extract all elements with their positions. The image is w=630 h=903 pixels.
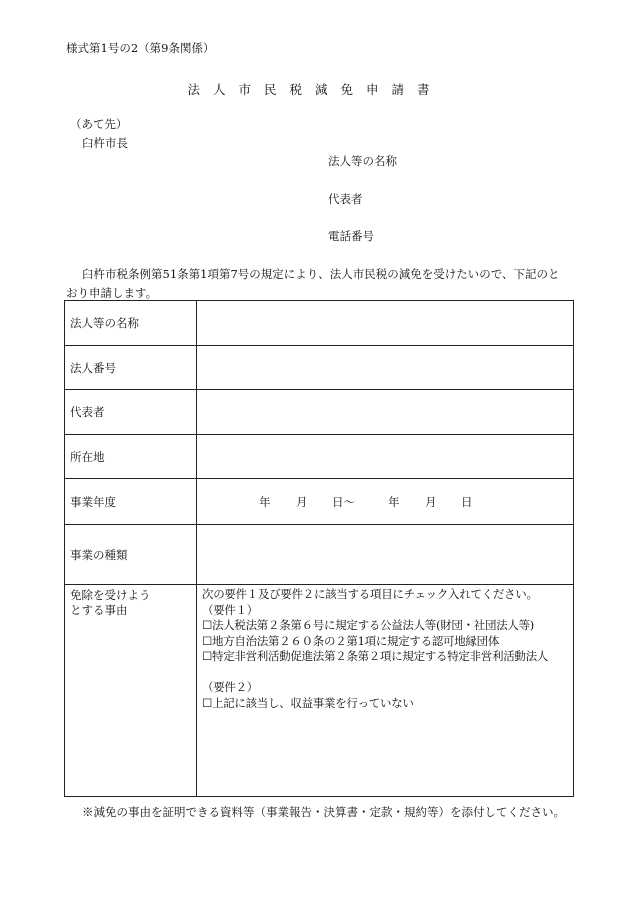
fiscal-year-end-day: 日 bbox=[461, 494, 473, 509]
applicant-name-label: 法人等の名称 bbox=[328, 154, 397, 168]
fiscal-year-end-year: 年 bbox=[388, 494, 400, 509]
representative-field[interactable] bbox=[197, 390, 574, 435]
requirement2-heading: （要件２） bbox=[202, 680, 258, 694]
attachment-note: ※減免の事由を証明できる資料等（事業報告・決算書・定款・規約等）を添付してください。 bbox=[82, 805, 565, 819]
fiscal-year-field[interactable] bbox=[197, 479, 574, 525]
table-row-reason bbox=[65, 585, 574, 797]
representative-label: 代表者 bbox=[65, 390, 197, 435]
fiscal-year-start-year: 年 bbox=[259, 494, 271, 509]
business-type-label: 事業の種類 bbox=[65, 525, 197, 585]
table-row-fiscal-year bbox=[65, 479, 574, 525]
applicant-rep-label: 代表者 bbox=[328, 192, 363, 206]
application-table bbox=[64, 300, 574, 797]
corp-name-field[interactable] bbox=[197, 301, 574, 346]
reason-label-line2: とする事由 bbox=[70, 603, 128, 617]
table-row-address bbox=[65, 435, 574, 479]
addressee-name: 臼杵市長 bbox=[82, 136, 128, 150]
requirement2-checkbox-no-profit-business[interactable]: ☐上記に該当し、収益事業を行っていない bbox=[202, 695, 414, 710]
requirement1-checkbox-public-interest[interactable]: ☐法人税法第２条第６号に規定する公益法人等(財団・社団法人等) bbox=[202, 618, 534, 632]
reason-field bbox=[197, 585, 574, 797]
reason-label-line1: 免除を受けよう bbox=[70, 588, 151, 602]
table-row-corp-name bbox=[65, 301, 574, 346]
intro-paragraph: 臼杵市税条例第51条第1項第7号の規定により、法人市民税の減免を受けたいので、下記のとおり申請します。 bbox=[66, 267, 560, 300]
address-field[interactable] bbox=[197, 435, 574, 479]
table-row-corp-number bbox=[65, 346, 574, 390]
applicant-phone-label: 電話番号 bbox=[328, 229, 374, 243]
reason-instruction: 次の要件１及び要件２に該当する項目にチェック入れてください。 bbox=[202, 587, 538, 601]
requirement1-checkbox-npo[interactable]: ☐特定非営利活動促進法第２条第２項に規定する特定非営利活動法人 bbox=[202, 649, 549, 663]
corp-number-label: 法人番号 bbox=[65, 346, 197, 390]
requirement1-checkbox-authorized-community[interactable]: ☐地方自治法第２６０条の２第1項に規定する認可地縁団体 bbox=[202, 633, 500, 648]
address-label: 所在地 bbox=[65, 435, 197, 479]
table-row-business-type bbox=[65, 525, 574, 585]
form-number: 様式第1号の2（第9条関係） bbox=[66, 41, 215, 55]
reason-label bbox=[65, 585, 197, 797]
fiscal-year-end-month: 月 bbox=[425, 494, 437, 509]
requirement1-heading: （要件１） bbox=[202, 602, 258, 617]
corp-name-label: 法人等の名称 bbox=[65, 301, 197, 346]
table-row-representative bbox=[65, 390, 574, 435]
fiscal-year-start-month: 月 bbox=[296, 494, 308, 509]
fiscal-year-label: 事業年度 bbox=[65, 479, 197, 525]
document-title: 法人市民税減免申請書 bbox=[187, 82, 443, 97]
addressee-label: （あて先） bbox=[70, 117, 128, 131]
business-type-field[interactable] bbox=[197, 525, 574, 585]
fiscal-year-start-day: 日～ bbox=[332, 494, 355, 509]
corp-number-field[interactable] bbox=[197, 346, 574, 390]
